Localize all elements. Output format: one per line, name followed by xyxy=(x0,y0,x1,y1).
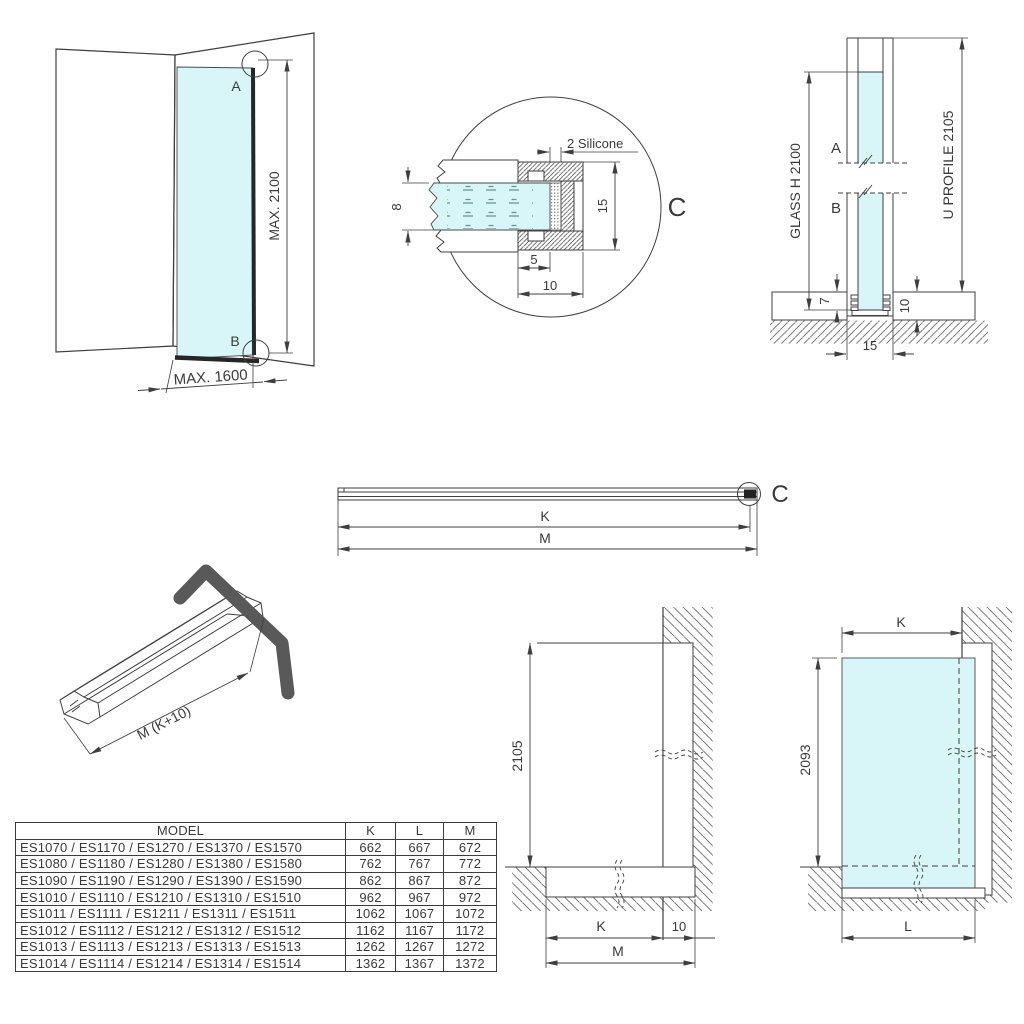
u-profile-isometric-view xyxy=(60,571,288,754)
bar-k-dim-label: K xyxy=(540,508,550,524)
glass-l-dim-label: L xyxy=(904,918,912,934)
base-block-left xyxy=(772,292,847,320)
glass-upper xyxy=(859,72,883,163)
max-width-dim-label: MAX. 1600 xyxy=(173,366,249,389)
profile-bar-view xyxy=(338,481,789,556)
section-b-label: B xyxy=(830,200,842,217)
base-width-dim-label: 15 xyxy=(862,338,878,353)
table-row xyxy=(16,939,497,956)
l-cell: 1367 xyxy=(396,955,444,972)
floor-u-profile xyxy=(546,867,695,897)
glass-thickness-dim-label: 8 xyxy=(389,203,404,211)
table-row xyxy=(16,889,497,906)
side-section-view xyxy=(770,38,988,360)
k-cell: 1062 xyxy=(346,905,396,922)
glass-panel xyxy=(842,658,975,888)
max-height-dim-label: MAX. 2100 xyxy=(266,171,282,241)
l-cell: 767 xyxy=(396,856,444,873)
base-height-dim-label: 10 xyxy=(897,298,912,314)
model-cell: ES1012 / ES1112 / ES1212 / ES1312 / ES1512 xyxy=(16,922,346,939)
header-l: L xyxy=(396,823,444,840)
bar-end-cap xyxy=(744,490,756,499)
header-k: K xyxy=(346,823,396,840)
glass-edge-profile xyxy=(253,68,254,355)
glass-lower xyxy=(859,193,883,310)
detail-callout-label: C xyxy=(667,192,687,222)
k-cell: 1162 xyxy=(346,922,396,939)
glass-k-dim-label: K xyxy=(896,614,906,630)
wall-bracket-clamp xyxy=(180,571,288,693)
gasket-slot-bottom xyxy=(528,231,544,241)
l-cell: 967 xyxy=(396,889,444,906)
silicone-dim-label: 2 Silicone xyxy=(567,136,624,151)
model-cell: ES1010 / ES1110 / ES1210 / ES1310 / ES1510 xyxy=(16,889,346,906)
inner-width-dim-label: 5 xyxy=(530,252,538,267)
table-row xyxy=(16,905,497,922)
outer-width-dim-label: 10 xyxy=(542,278,558,293)
table-row xyxy=(16,872,497,889)
silicone-packing xyxy=(550,183,561,230)
detail-b-label: B xyxy=(230,333,240,349)
m-cell: 1172 xyxy=(444,922,497,939)
m-cell: 1272 xyxy=(444,939,497,956)
profile-length-dim-label: M (K+10) xyxy=(134,702,194,743)
table-header-row xyxy=(16,823,497,840)
k-cell: 1362 xyxy=(346,955,396,972)
left-wall-panel xyxy=(56,49,175,352)
l-cell: 1067 xyxy=(396,905,444,922)
model-cell: ES1090 / ES1190 / ES1290 / ES1390 / ES1590 xyxy=(16,872,346,889)
frame-m-dim-label: M xyxy=(612,943,624,959)
table-row xyxy=(16,922,497,939)
m-cell: 772 xyxy=(444,856,497,873)
l-cell: 1267 xyxy=(396,939,444,956)
model-cell: ES1014 / ES1114 / ES1214 / ES1314 / ES1514 xyxy=(16,955,346,972)
bar-m-dim-label: M xyxy=(539,530,551,546)
frame-front-view xyxy=(505,607,715,968)
k-cell: 1262 xyxy=(346,939,396,956)
model-cell: ES1080 / ES1180 / ES1280 / ES1380 / ES1580 xyxy=(16,856,346,873)
l-cell: 667 xyxy=(396,839,444,856)
frame-k-dim-label: K xyxy=(596,918,606,934)
corner-isometric-view xyxy=(56,33,314,393)
tempered-glass-marks xyxy=(447,185,533,229)
gasket-slot-top xyxy=(528,171,544,181)
bar-callout-label: C xyxy=(771,481,789,508)
table-row xyxy=(16,856,497,873)
profile-height-dim-label: 15 xyxy=(595,198,610,214)
wall-u-profile xyxy=(663,643,693,867)
header-m: M xyxy=(444,823,497,840)
k-cell: 962 xyxy=(346,889,396,906)
k-cell: 662 xyxy=(346,839,396,856)
l-cell: 1167 xyxy=(396,922,444,939)
k-cell: 862 xyxy=(346,872,396,889)
table-row xyxy=(16,839,497,856)
profile-wall-upper xyxy=(437,160,518,183)
glass-panel xyxy=(177,67,254,359)
floor-hatch xyxy=(770,321,988,344)
m-cell: 1072 xyxy=(444,905,497,922)
m-cell: 972 xyxy=(444,889,497,906)
model-cell: ES1013 / ES1113 / ES1213 / ES1313 / ES1513 xyxy=(16,939,346,956)
detail-c-view xyxy=(389,97,686,317)
detail-a-label: A xyxy=(231,78,241,94)
glass-height-dim-label: 2093 xyxy=(797,744,813,776)
table-row xyxy=(16,955,497,972)
frame-gap-dim-label: 10 xyxy=(671,919,687,934)
u-profile-dim-label: U PROFILE 2105 xyxy=(940,110,956,220)
k-cell: 762 xyxy=(346,856,396,873)
header-model: MODEL xyxy=(16,823,346,840)
glass-height-dim-label: GLASS H 2100 xyxy=(787,143,803,239)
profile-bar xyxy=(338,488,757,500)
m-cell: 672 xyxy=(444,839,497,856)
glass-bottom-profile xyxy=(175,358,259,362)
model-cell: ES1011 / ES1111 / ES1211 / ES1311 / ES1511 xyxy=(16,905,346,922)
floor-u-profile xyxy=(842,888,985,898)
frame-height-dim-label: 2105 xyxy=(509,740,525,772)
m-cell: 872 xyxy=(444,872,497,889)
profile-hatch-wall xyxy=(561,181,574,231)
size-table xyxy=(15,822,496,972)
l-cell: 867 xyxy=(396,872,444,889)
profile-wall-lower xyxy=(436,230,518,252)
m-cell: 1372 xyxy=(444,955,497,972)
section-a-label: A xyxy=(830,140,842,157)
gap-arrow xyxy=(684,935,695,940)
model-cell: ES1070 / ES1170 / ES1270 / ES1370 / ES1570 xyxy=(16,839,346,856)
glass-front-view xyxy=(797,607,1012,943)
glass-inset-dim-label: 7 xyxy=(817,297,832,305)
